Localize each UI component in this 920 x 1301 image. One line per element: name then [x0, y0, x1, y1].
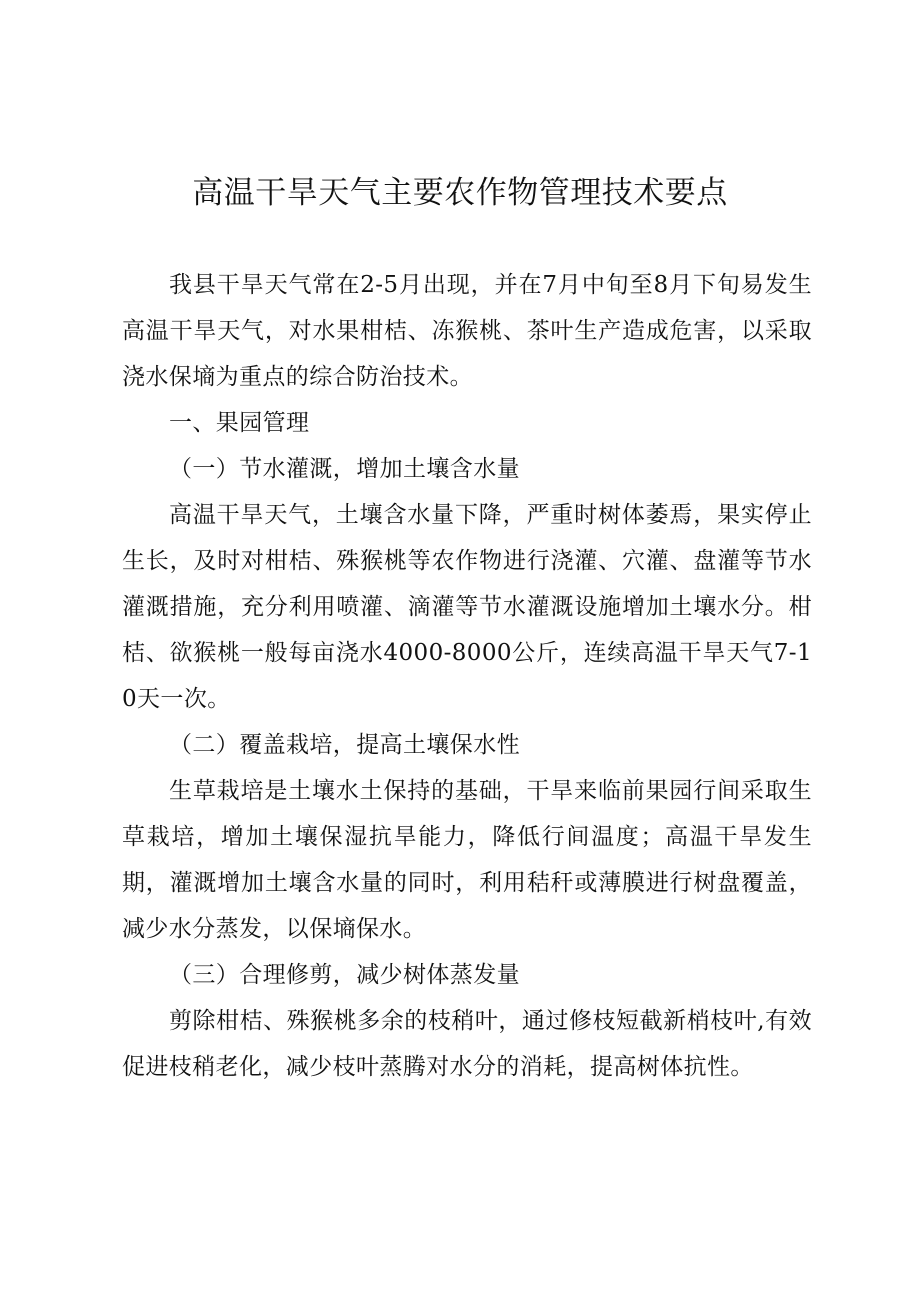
paragraph-irrigation: 高温干旱天气，土壤含水量下降，严重时树体萎焉，果实停止生长，及时对柑桔、殊猴桃等农作物进行浇灌、穴灌、盘灌等节水灌溉措施，充分利用喷灌、滴灌等节水灌溉设施增加土壤水分。柑桔、欲猴桃一般每亩浇水4000-8000公斤，连续高温干旱天气7-10天一次。 [122, 502, 812, 712]
paragraph-mulching: 生草栽培是土壤水土保持的基础，干旱来临前果园行间采取生草栽培，增加土壤保湿抗旱能力，降低行间温度；高温干旱发生期，灌溉增加土壤含水量的同时，利用秸秆或薄膜进行树盘覆盖，减少水分蒸发，以保墒保水。 [122, 778, 812, 942]
document-body [122, 262, 812, 1090]
intro-paragraph: 我县干旱天气常在2-5月出现，并在7月中旬至8月下旬易发生高温干旱天气，对水果柑桔、冻猴桃、茶叶生产造成危害，以采取浇水保墒为重点的综合防治技术。 [122, 272, 812, 390]
section-heading-orchard: 一、果园管理 [169, 410, 310, 436]
paragraph-pruning: 剪除柑桔、殊猴桃多余的枝稍叶，通过修枝短截新梢枝叶,有效促进枝稍老化，减少枝叶蒸腾对水分的消耗，提高树体抗性。 [122, 1008, 812, 1080]
document-title: 高温干旱天气主要农作物管理技术要点 [192, 175, 728, 211]
subheading-irrigation: （一）节水灌溉，增加土壤含水量 [169, 456, 520, 482]
subheading-mulching: （二）覆盖栽培，提高土壤保水性 [169, 732, 520, 758]
subheading-pruning: （三）合理修剪，减少树体蒸发量 [169, 962, 520, 988]
